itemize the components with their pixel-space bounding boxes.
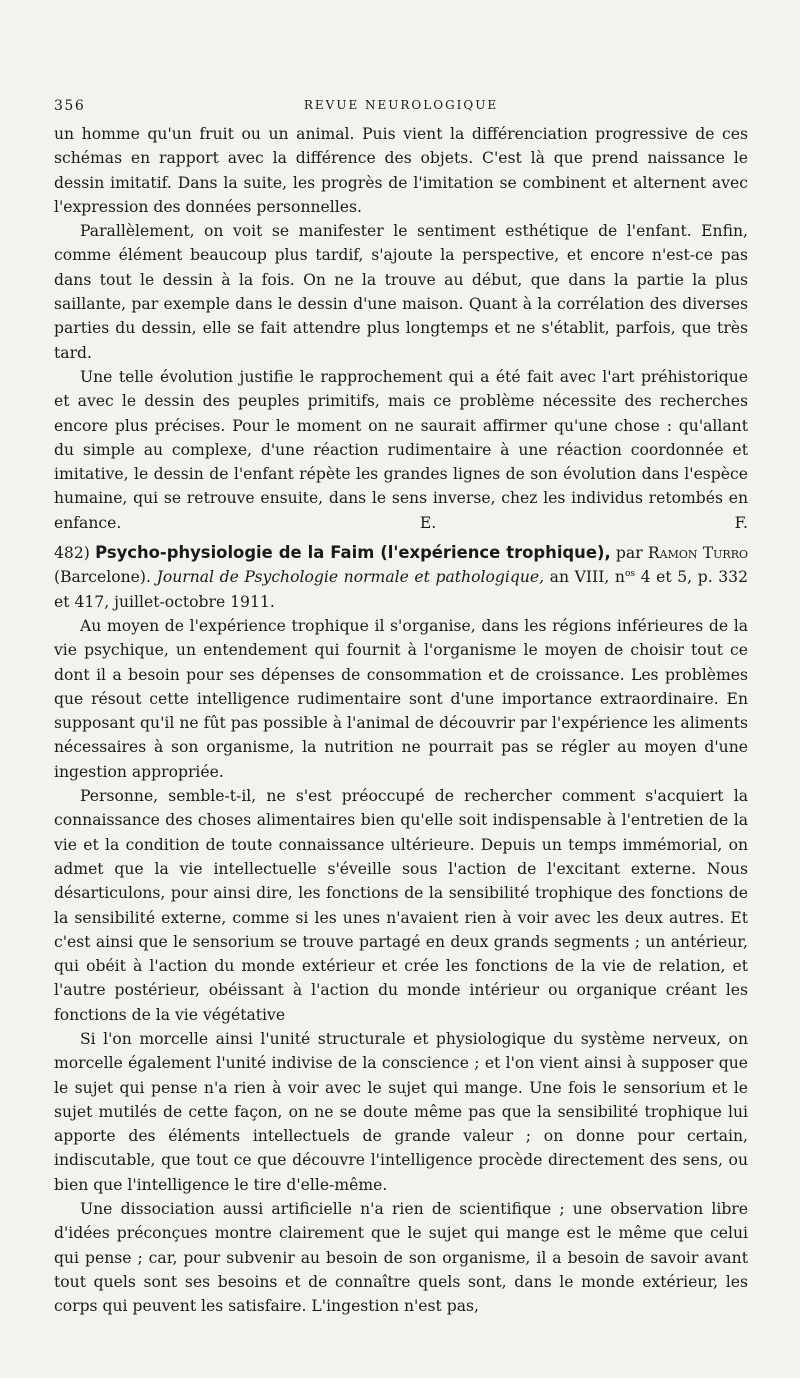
paragraph-aesthetic: Parallèlement, on voit se manifester le sentiment esthétique de l'enfant. Enfin, comme élément beaucoup plus tardif, s'ajoute la perspective, et encore n'est-ce pas dans tout le dessin à la fois. On ne la trouve au début, que dans la partie la plus saillante, par exemple dans le dessin d'une maison. Quant à la corrélation des diverses parties du dessin, elle se fait attendre plus longtemps et ne s'établit, parfois, que très tard. [54,222,748,362]
article-heading [54,541,748,614]
paragraph-evolution-text: Une telle évolution justifie le rapprochement qui a été fait avec l'art préhistorique et avec le dessin des peuples primitifs, mais ce problème nécessite des recherches encore plus précises. Pour le moment on ne saurait affirmer qu'une chose : qu'allant du simple au complexe, d'une réaction rudimentaire à une réaction coordonnée et imitative, le dessin de l'enfant répète les grandes lignes de son évolution dans l'espèce humaine, qui se retrouve ensuite, dans le sens inverse, chez les individus retombés en enfance. [54,367,748,532]
paragraph-knowledge: Personne, semble-t-il, ne s'est préoccupé de rechercher comment s'acquiert la connaissance des choses alimentaires bien qu'elle soit indispensable à l'entretien de la vie et la condition de toute connaissance ultérieure. Depuis un temps immémorial, on admet que la vie intellectuelle s'éveille sous l'action de l'excitant externe. Nous désarticulons, pour ainsi dire, les fonctions de la sensibilité trophique des fonctions de la sensibilité externe, comme si les unes n'avaient rien à voir avec les deux autres. Et c'est ainsi que le sensorium se trouve partagé en deux grands segments ; un antérieur, qui obéit à l'action du monde extérieur et crée les fonctions de la vie de relation, et l'autre postérieur, obéissant à l'action du monde intérieur ou organique créant les fonctions de la vie végétative [54,787,748,1024]
article-issue-rest: 4 et 5, p. 332 et 417, juillet-octobre 1911. [54,568,749,611]
article-issue-prefix: n [614,568,625,587]
paragraph-continuation: un homme qu'un fruit ou un animal. Puis vient la différenciation progressive de ces schémas en rapport avec la différence des objets. C'est là que prend naissance le dessin imitatif. Dans la suite, les progrès de l'imitation se combinent et alternent avec l'expression des données personnelles. [54,125,748,216]
paragraph-evolution [54,365,748,535]
running-head [54,98,748,118]
review-signature: E. F. [419,513,748,532]
article-title: Psycho-physiologie de la Faim (l'expérience trophique), [95,543,611,563]
page-number: 356 [54,98,86,114]
paragraph-trophic: Au moyen de l'expérience trophique il s'organise, dans les régions inférieures de la vie psychique, un entendement qui fournit à l'organisme le moyen de choisir tout ce dont il a besoin pour ses dépenses de consommation et de croissance. Les problèmes que résout cette intelligence rudimentaire sont d'une importance extraordinaire. En supposant qu'il ne fût pas possible à l'animal de découvrir par l'expérience les aliments nécessaires à son organisme, la nutrition ne pourrait pas se régler au moyen d'une ingestion appropriée. [54,616,748,781]
article-volume: an VIII, [549,568,610,587]
article-by: par [615,544,643,563]
article-issue-sup: os [624,569,636,580]
article-number: 482) [54,544,90,563]
article-city: (Barcelone). [54,568,151,587]
body-text [54,122,748,1319]
article-author: Ramon Turro [647,544,748,563]
article-journal: Journal de Psychologie normale et pathologique, [156,568,545,587]
paragraph-dissociation: Une dissociation aussi artificielle n'a rien de scientifique ; une observation libre d'idées préconçues montre clairement que le sujet qui mange est le même que celui qui pense ; car, pour subvenir au besoin de son organisme, il a besoin de savoir avant tout quels sont ses besoins et de connaître quels sont, dans le monde extérieur, les corps qui peuvent les satisfaire. L'ingestion n'est pas, [54,1200,748,1316]
paragraph-unity: Si l'on morcelle ainsi l'unité structurale et physiologique du système nerveux, on morcelle également l'unité indivise de la conscience ; et l'on vient ainsi à supposer que le sujet qui pense n'a rien à voir avec le sujet qui mange. Une fois le sensorium et le sujet mutilés de cette façon, on ne se doute même pas que la sensibilité trophique lui apporte des éléments intellectuels de grande valeur ; on donne pour certain, indiscutable, que tout ce que découvre l'intelligence procède directement des sens, ou bien que l'intelligence le tire d'elle-même. [54,1029,748,1194]
journal-title: REVUE NEUROLOGIQUE [303,98,499,112]
